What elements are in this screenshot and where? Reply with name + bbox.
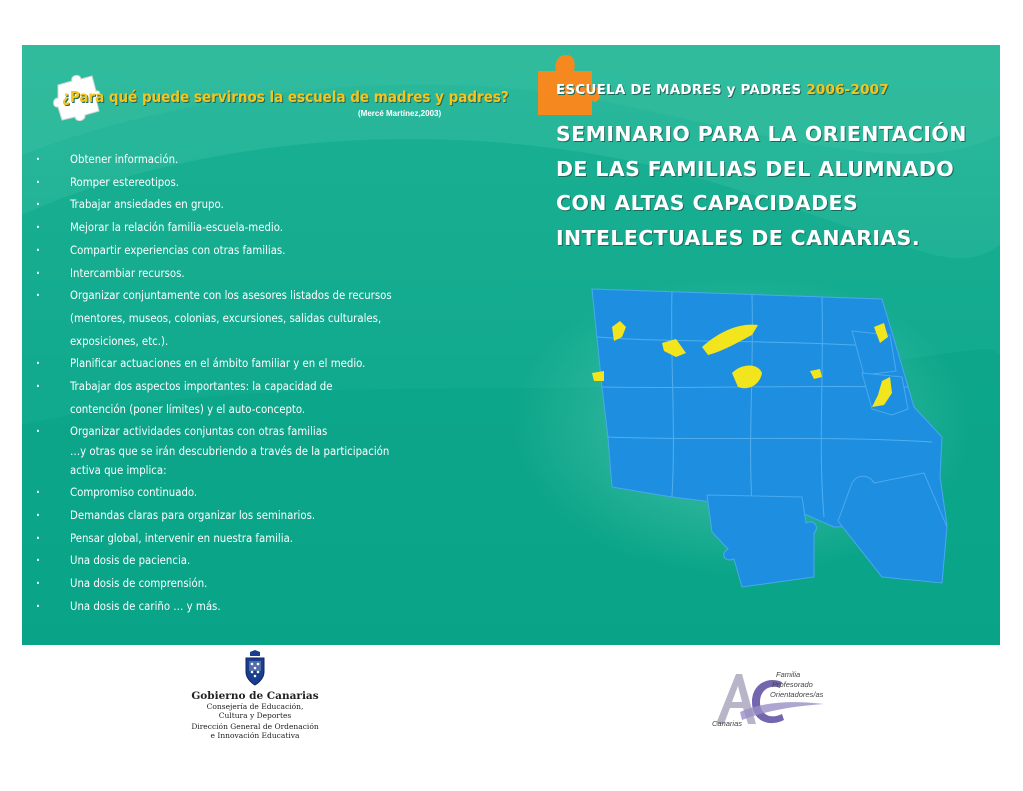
- ac-line3: Orientadores/as: [770, 690, 824, 699]
- list-item: · Planificar actuaciones en el ámbito familiar y en el medio.: [36, 353, 456, 376]
- gov-dept-line1: Consejería de Educación,: [206, 702, 304, 711]
- list-item: · Compromiso continuado.: [36, 482, 456, 505]
- list-item-note: activa que implica:: [70, 464, 167, 478]
- ac-logo-icon: [712, 662, 832, 742]
- seminar-title-line: CON ALTAS CAPACIDADES: [556, 191, 859, 215]
- list-item-continuation: (mentores, museos, colonias, excursiones, salidas culturales,: [70, 311, 382, 325]
- government-logo-block: [180, 650, 330, 740]
- seminar-title-line: DE LAS FAMILIAS DEL ALUMNADO: [556, 156, 955, 181]
- school-years: 2006-2007: [806, 82, 889, 98]
- list-item: · Una dosis de cariño … y más.: [36, 596, 456, 619]
- canary-islands-puzzle-map: [552, 277, 982, 627]
- list-item-continuation: exposiciones, etc.).: [70, 334, 169, 348]
- coat-of-arms-icon: [243, 650, 267, 686]
- list-item: · Una dosis de comprensión.: [36, 573, 456, 596]
- list-item: · Organizar actividades conjuntas con otras familias: [36, 421, 456, 444]
- list-item: · Trabajar dos aspectos importantes: la capacidad de: [36, 376, 456, 399]
- ac-line2: Profesorado: [772, 680, 813, 689]
- gov-name: Gobierno de Canarias: [191, 690, 319, 702]
- citation: (Mercé Martínez,2003): [358, 109, 442, 118]
- question-title: ¿Para qué puede servirnos la escuela de madres y padres?: [62, 88, 509, 106]
- list-item: · Organizar conjuntamente con los asesores listados de recursos: [36, 285, 456, 308]
- benefits-list: [36, 149, 456, 618]
- gov-dir-line1: Dirección General de Ordenación: [191, 722, 319, 731]
- list-item: · Trabajar ansiedades en grupo.: [36, 194, 456, 217]
- ac-region: Canarias: [712, 719, 743, 728]
- list-item: · Una dosis de paciencia.: [36, 550, 456, 573]
- list-item: · Obtener información.: [36, 149, 456, 172]
- list-item: · Compartir experiencias con otras familias.: [36, 240, 456, 263]
- school-name: ESCUELA DE MADRES y PADRES: [556, 82, 802, 98]
- list-item: · Intercambiar recursos.: [36, 263, 456, 286]
- list-item: · Pensar global, intervenir en nuestra familia.: [36, 528, 456, 551]
- school-heading: [556, 82, 889, 98]
- seminar-title-line: SEMINARIO PARA LA ORIENTACIÓN: [556, 122, 967, 146]
- gov-dept-line2: Cultura y Deportes: [218, 711, 292, 720]
- list-item: · Mejorar la relación familia-escuela-medio.: [36, 217, 456, 240]
- brochure-panel: [22, 45, 1000, 645]
- list-item: · Romper estereotipos.: [36, 172, 456, 195]
- list-item: · Demandas claras para organizar los seminarios.: [36, 505, 456, 528]
- list-item-continuation: contención (poner límites) y el auto-concepto.: [70, 402, 306, 416]
- seminar-title-line: INTELECTUALES DE CANARIAS.: [556, 225, 921, 250]
- ac-line1: Familia: [776, 670, 801, 679]
- seminar-title: [556, 117, 986, 255]
- list-item-note: …y otras que se irán descubriendo a través de la participación: [70, 445, 390, 459]
- gov-dir-line2: e Innovación Educativa: [210, 731, 300, 740]
